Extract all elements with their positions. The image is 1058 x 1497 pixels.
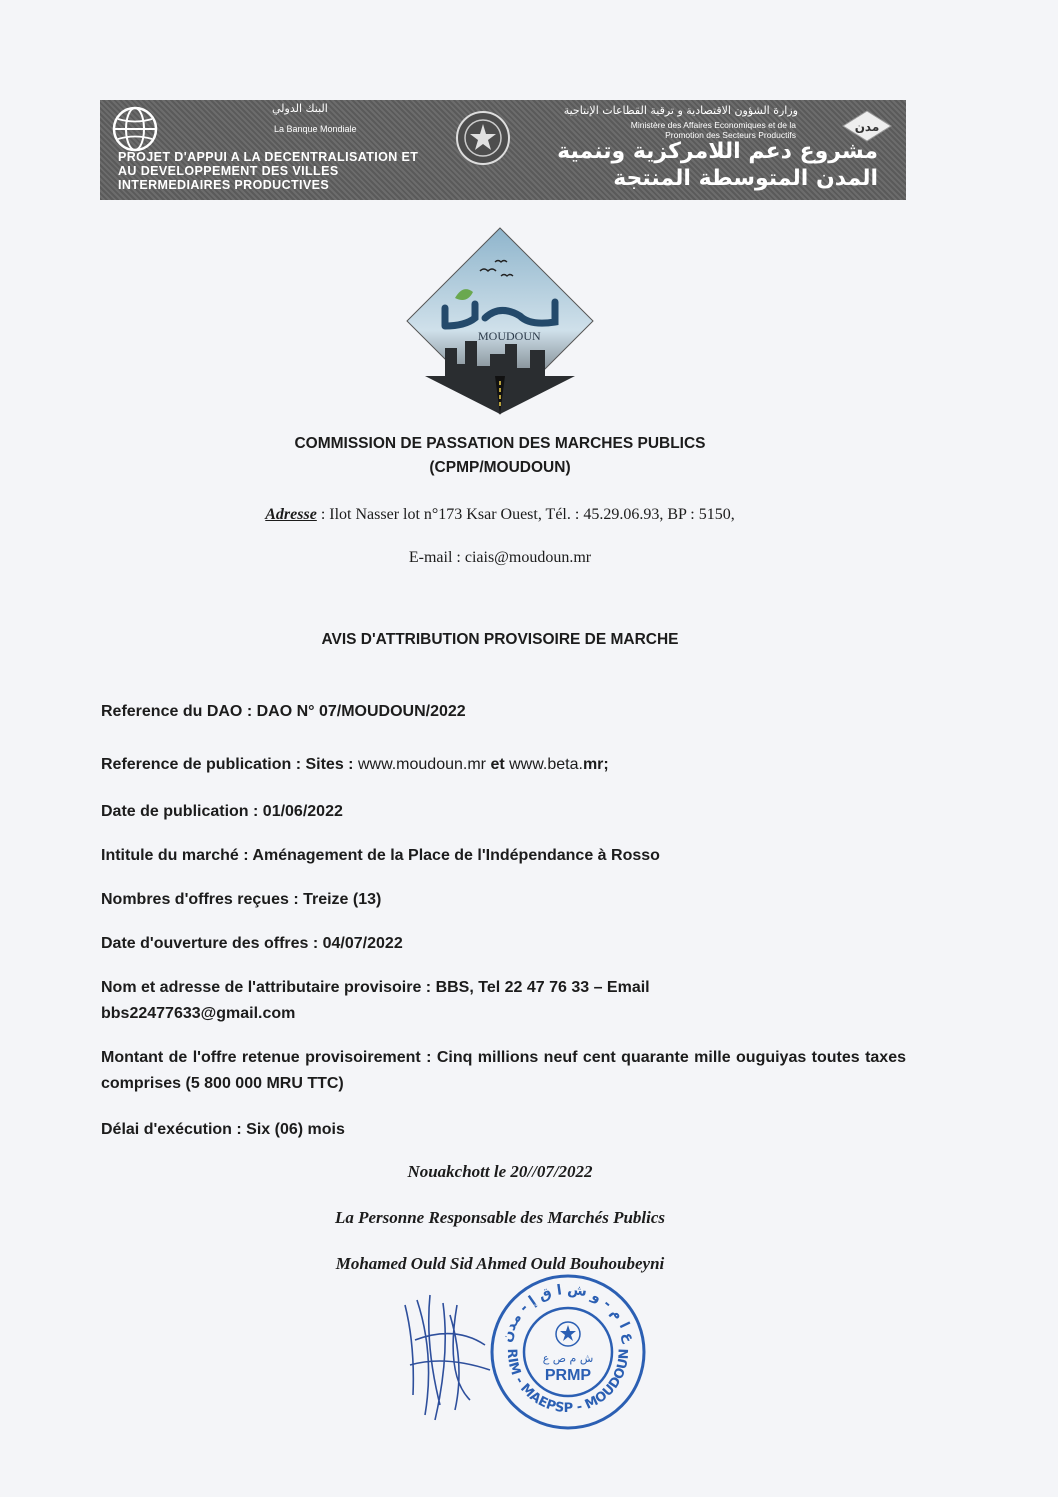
- field-publication-reference: [101, 752, 906, 778]
- moudoun-small-logo-icon: [842, 110, 892, 142]
- publication-label: Reference de publication : Sites :: [101, 756, 358, 773]
- notice-title: AVIS D'ATTRIBUTION PROVISOIRE DE MARCHE: [321, 631, 679, 648]
- logo-label: MOUDOUN: [478, 329, 541, 343]
- field-awardee: Nom et adresse de l'attributaire provisoire : BBS, Tel 22 47 76 33 – Email bbs22477633@gmail.com: [101, 979, 650, 1022]
- stamp-top-text: ع ا م - و ش ا ق إ - مدن: [498, 1281, 638, 1345]
- publication-site-1: www.moudoun.mr: [357, 756, 486, 773]
- prmp-stamp: [488, 1272, 648, 1432]
- publication-end: mr;: [582, 756, 609, 773]
- field-execution-delay: Délai d'exécution : Six (06) mois: [101, 1121, 345, 1138]
- stamp-emblem-icon: [556, 1322, 580, 1346]
- header-banner: [100, 100, 906, 200]
- field-dao-reference: Reference du DAO : DAO N° 07/MOUDOUN/2022: [101, 703, 466, 720]
- field-opening-date: Date d'ouverture des offres : 04/07/2022: [101, 935, 403, 952]
- publication-and: et: [486, 756, 510, 773]
- stamp-middle-text: ش م ص ع: [542, 1352, 594, 1365]
- field-amount: Montant de l'offre retenue provisoirement : Cinq millions neuf cent quarante mille ouguiyas toutes taxes comprises (5 800 000 MRU TTC): [101, 1049, 906, 1092]
- stamp-bottom-text: RIM - MAEPSP - MOUDOUN: [503, 1348, 633, 1417]
- signatory-role: La Personne Responsable des Marchés Publics: [334, 1208, 666, 1227]
- field-offers-received: Nombres d'offres reçues : Treize (13): [101, 891, 382, 908]
- moudoun-logo-icon: [405, 226, 595, 416]
- commission-line-2: (CPMP/MOUDOUN): [429, 459, 571, 476]
- address-label: Adresse: [265, 506, 317, 523]
- project-title-arabic: مشروع دعم اللامركزية وتنمية المدن المتوسطة المنتجة: [557, 139, 878, 191]
- world-bank-globe-icon: [112, 106, 158, 152]
- national-seal-icon: [455, 110, 511, 166]
- ministry-french-name: Ministère des Affaires Economiques et de la Promotion des Secteurs Productifs: [630, 120, 796, 140]
- signatory-name: Mohamed Ould Sid Ahmed Ould Bouhoubeyni: [335, 1254, 665, 1273]
- publication-site-2: www.beta.: [509, 756, 583, 773]
- place-date: Nouakchott le 20//07/2022: [407, 1162, 593, 1181]
- field-contract-title: Intitule du marché : Aménagement de la Place de l'Indépendance à Rosso: [101, 847, 660, 864]
- moudoun-small-logo-text: مدن: [854, 120, 880, 134]
- address-line: [0, 506, 1000, 524]
- address-text: : Ilot Nasser lot n°173 Ksar Ouest, Tél. : 45.29.06.93, BP : 5150,: [316, 506, 735, 523]
- commission-line-1: COMMISSION DE PASSATION DES MARCHES PUBLICS: [294, 435, 706, 452]
- email-line: E-mail : ciais@moudoun.mr: [408, 549, 592, 566]
- field-publication-date: Date de publication : 01/06/2022: [101, 803, 343, 820]
- worldbank-name: La Banque Mondiale: [274, 124, 357, 134]
- commission-heading: [0, 432, 1000, 480]
- worldbank-arabic-name: البنك الدولي: [272, 102, 328, 115]
- ministry-arabic-name: وزارة الشؤون الاقتصادية و ترقية القطاعات الإنتاجية: [563, 104, 798, 117]
- project-title-french: PROJET D'APPUI A LA DECENTRALISATION ET AU DEVELOPPEMENT DES VILLES INTERMEDIAIRES PRODUCTIVES: [118, 150, 419, 192]
- stamp-center-text: PRMP: [544, 1367, 592, 1384]
